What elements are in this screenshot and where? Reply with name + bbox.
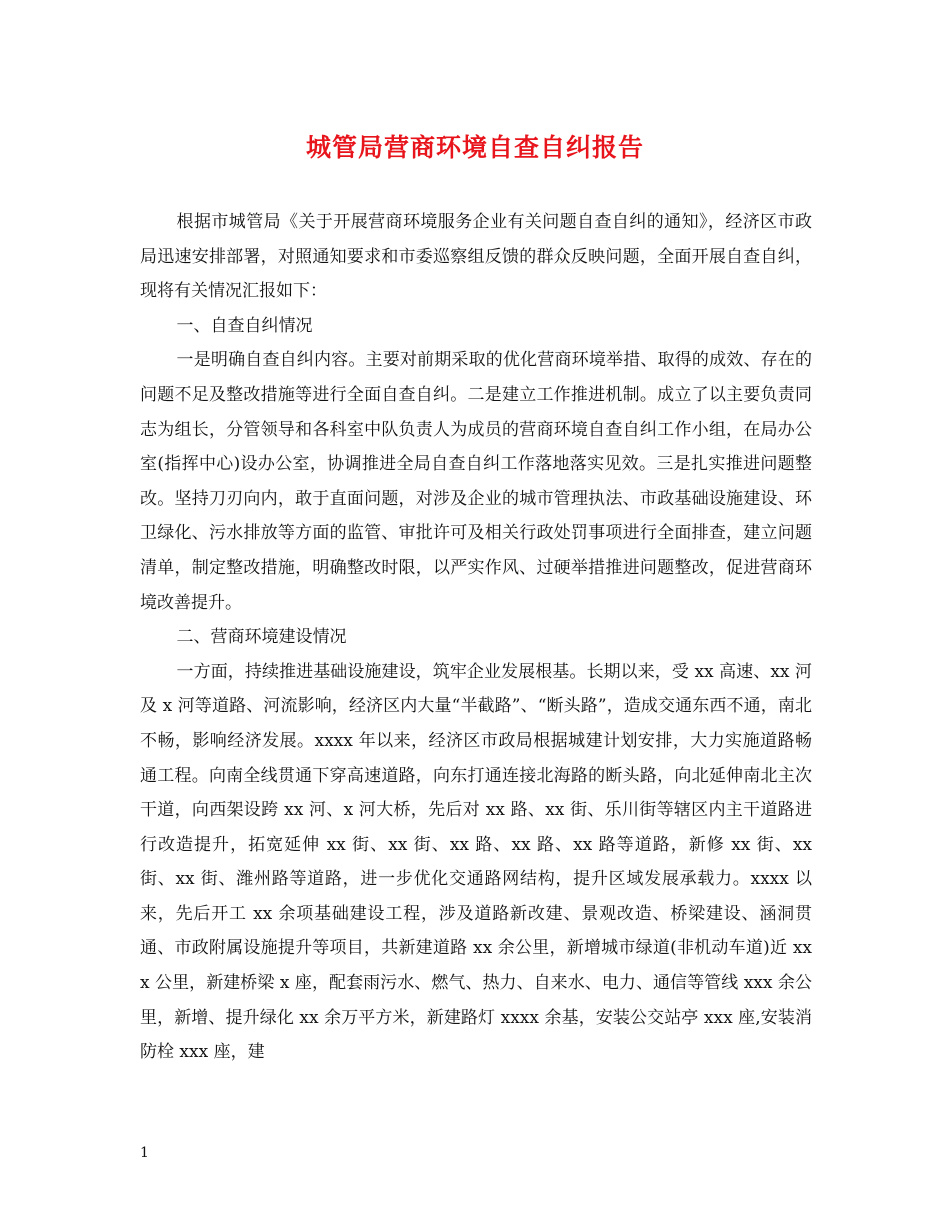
page-number: 1	[140, 1145, 149, 1161]
self-inspection-paragraph: 一是明确自查自纠内容。主要对前期采取的优化营商环境举措、取得的成效、存在的问题不足及整改措施等进行全面自查自纠。二是建立工作推进机制。成立了以主要负责同志为组长，分管领导和各科室中队负责人为成员的营商环境自查自纠工作小组，在局办公室(指挥中心)设办公室，协调推进全局自查自纠工作落地落实见效。三是扎实推进问题整改。坚持刀刃向内，敢于直面问题，对涉及企业的城市管理执法、市政基础设施建设、环卫绿化、污水排放等方面的监管、审批许可及相关行政处罚事项进行全面排查，建立问题清单，制定整改措施，明确整改时限，以严实作风、过硬举措推进问题整改，促进营商环境改善提升。	[140, 350, 812, 613]
intro-paragraph: 根据市城管局《关于开展营商环境服务企业有关问题自查自纠的通知》，经济区市政局迅速安排部署，对照通知要求和市委巡察组反馈的群众反映问题，全面开展自查自纠，现将有关情况汇报如下：	[140, 212, 812, 302]
section-heading-self-inspection: 一、自查自纠情况	[176, 315, 313, 336]
infrastructure-paragraph: 一方面，持续推进基础设施建设，筑牢企业发展根基。长期以来，受 xx 高速、xx 河及 x 河等道路、河流影响，经济区内大量“半截路”、“断头路”，造成交通东西不通，南北不畅，影响经济发展。xxxx 年以来，经济区市政局根据城建计划安排，大力实施道路畅通工程。向南全线贯通下穿高速道路，向东打通连接北海路的断头路，向北延伸南北主次干道，向西架设跨 xx 河、x 河大桥，先后对 xx 路、xx 街、乐川街等辖区内主干道路进行改造提升，拓宽延伸 xx 街、xx 街、xx 路、xx 路、xx 路等道路，新修 xx 街、xx 街、xx 街、潍州路等道路，进一步优化交通路网结构，提升区域发展承载力。xxxx 以来，先后开工 xx 余项基础建设工程，涉及道路新改建、景观改造、桥梁建设、涵洞贯通、市政附属设施提升等项目，共新建道路 xx 余公里，新增城市绿道(非机动车道)近 xxx 公里，新建桥梁 x 座，配套雨污水、燃气、热力、自来水、电力、通信等管线 xxx 余公里，新增、提升绿化 xx 余万平方米，新建路灯 xxxx 余基，安装公交站亭 xxx 座,安装消防栓 xxx 座，建	[140, 661, 812, 1063]
document-body	[140, 205, 812, 1070]
section-heading-business-environment: 二、营商环境建设情况	[176, 627, 347, 648]
document-title: 城管局营商环境自查自纠报告	[305, 133, 644, 162]
